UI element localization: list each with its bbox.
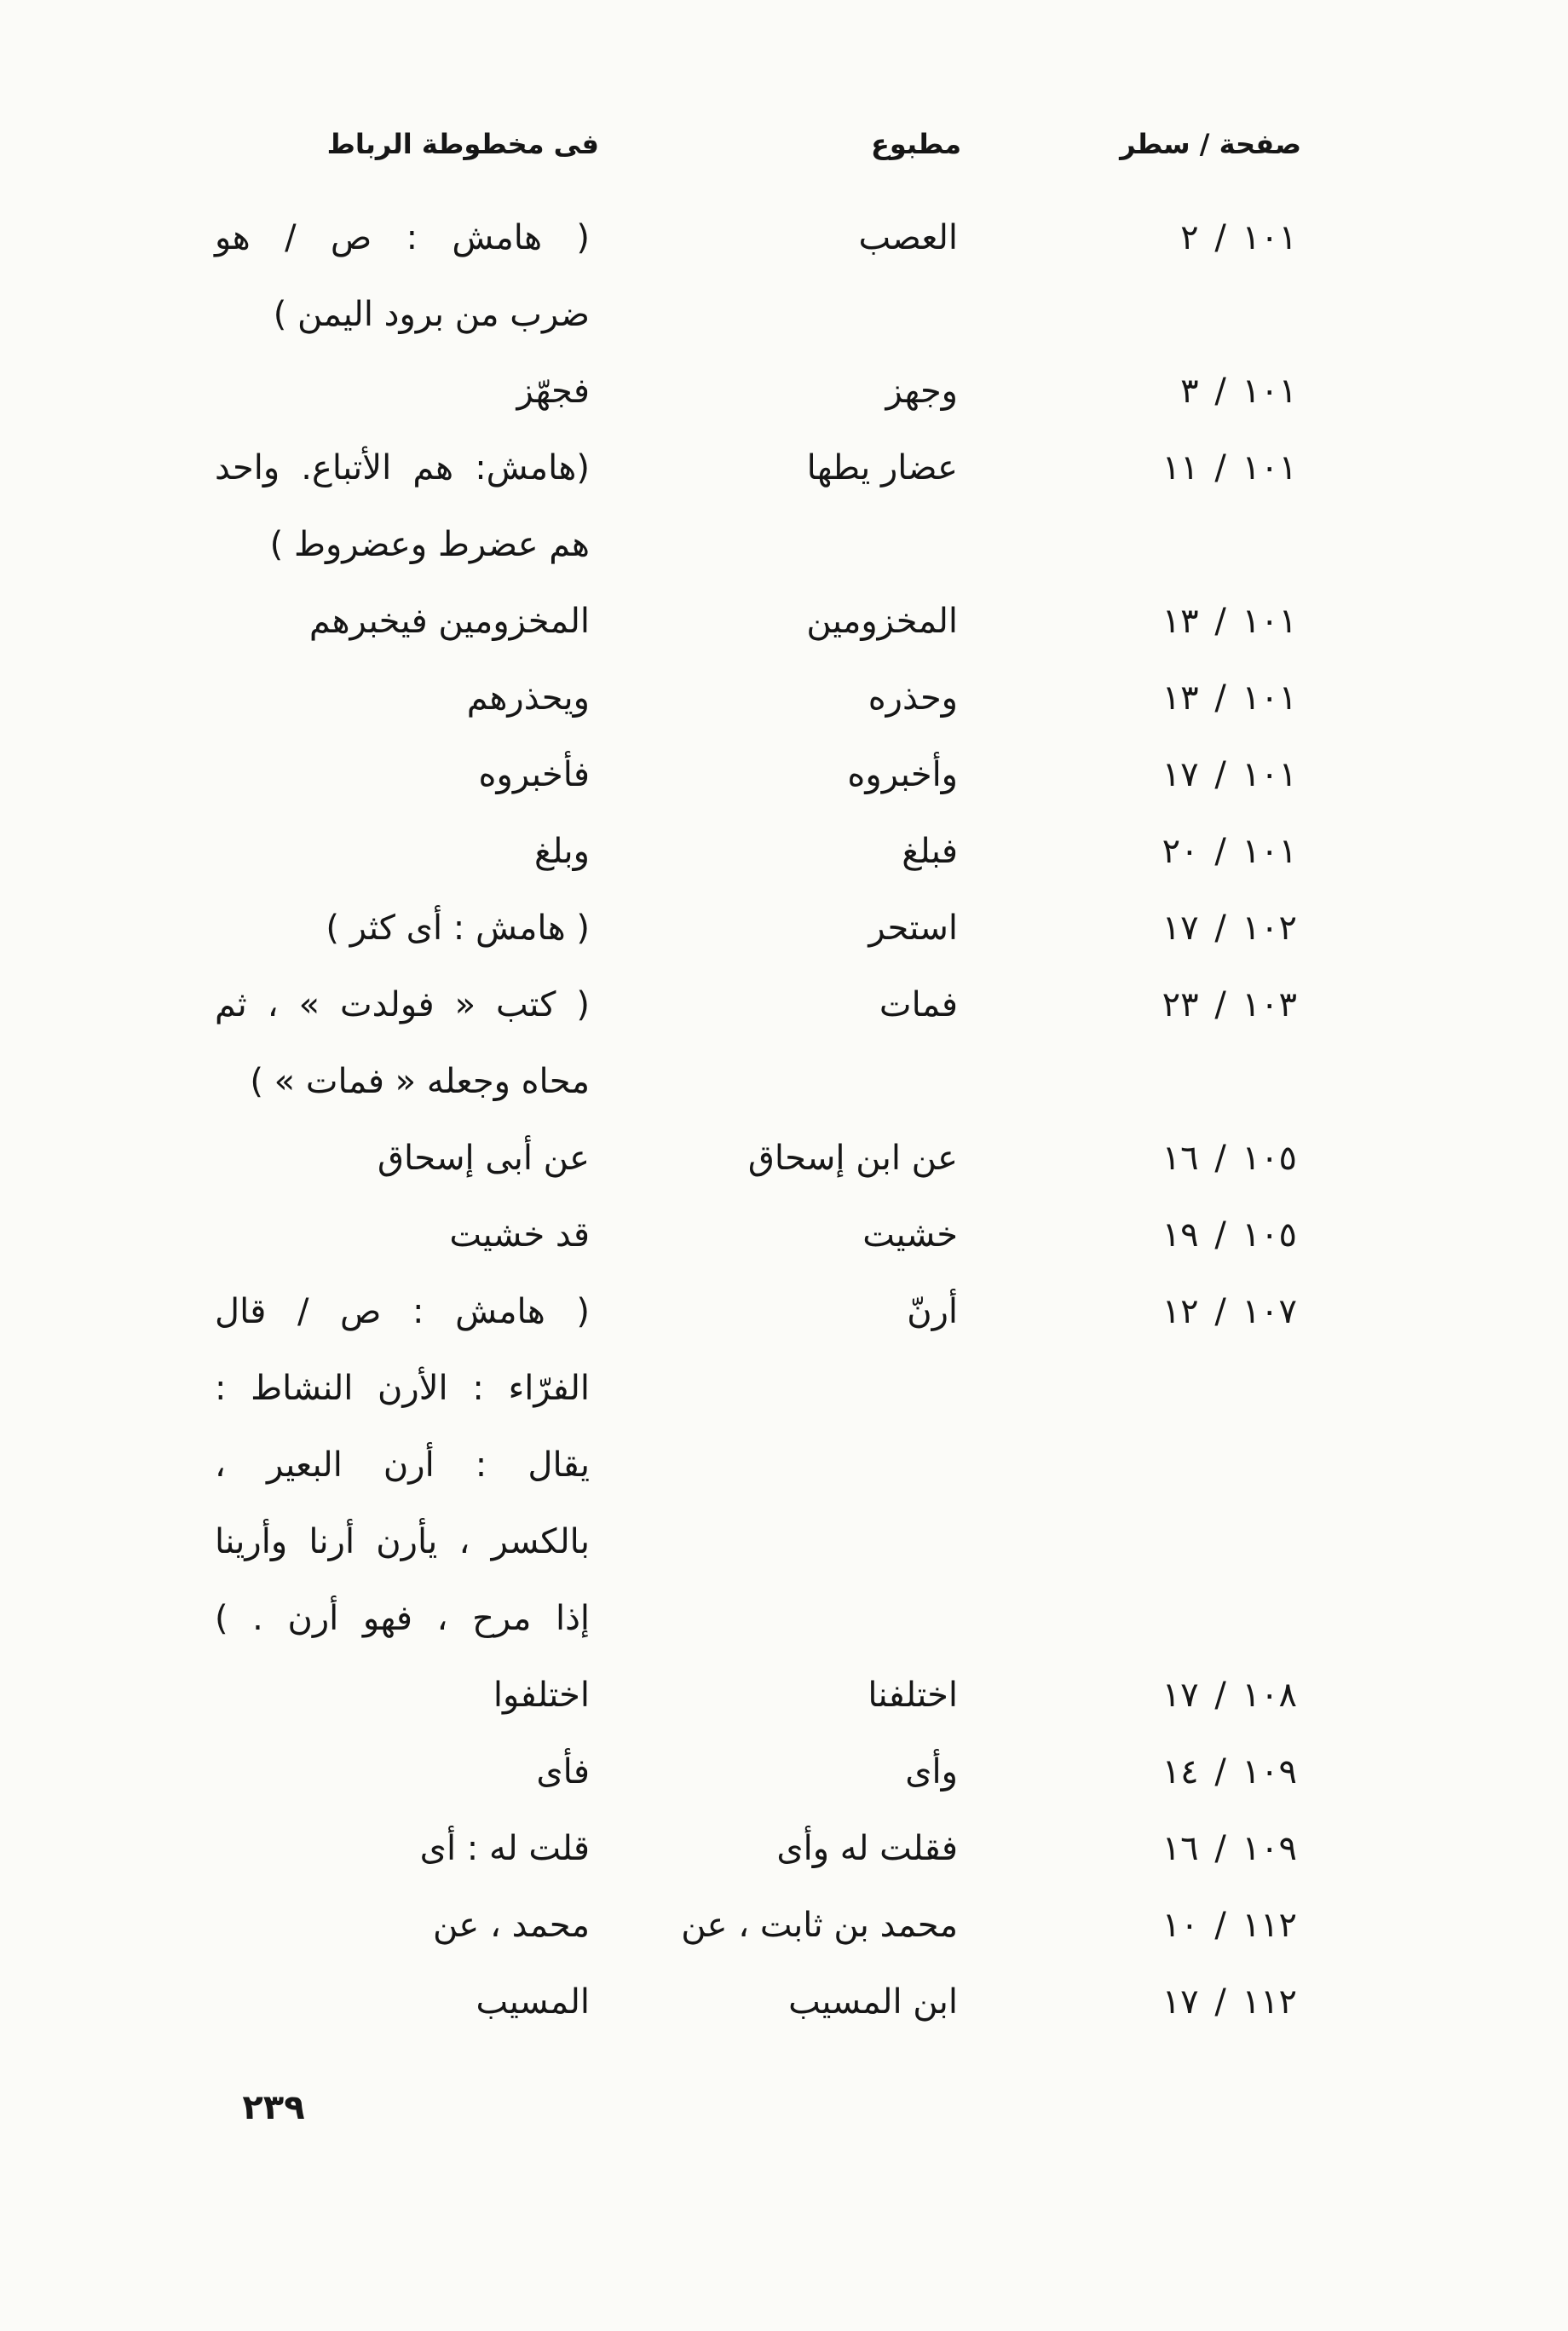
- printed-reading: عن ابن إسحاق: [747, 1139, 958, 1178]
- printed-reading: فقلت له وأى: [776, 1829, 958, 1868]
- entry-row: [0, 1810, 1568, 1887]
- manuscript-continuation-row: [0, 1580, 1568, 1657]
- entry-row: [0, 736, 1568, 813]
- manuscript-continuation-row: [0, 1427, 1568, 1503]
- manuscript-reading: فأخبروه: [478, 755, 590, 794]
- entry-row: [0, 1887, 1568, 1964]
- page-line-ref: ١٠١ / ١١: [1162, 448, 1297, 488]
- manuscript-reading: قلت له : أى: [419, 1829, 590, 1868]
- manuscript-continuation-row: [0, 276, 1568, 353]
- entry-row: [0, 353, 1568, 430]
- page-line-ref: ١١٢ / ١٧: [1162, 1982, 1297, 2022]
- printed-reading: اختلفنا: [868, 1676, 958, 1715]
- printed-reading: وجهز: [885, 372, 958, 411]
- entry-row: [0, 1273, 1568, 1350]
- manuscript-continuation-row: [0, 1350, 1568, 1427]
- page-line-ref: ١١٢ / ١٠: [1162, 1906, 1297, 1945]
- printed-reading: استحر: [868, 909, 958, 948]
- header-page-line: صفحة / سطر: [1120, 128, 1301, 160]
- entry-row: [0, 430, 1568, 506]
- page-line-ref: ١٠١ / ١٣: [1162, 678, 1297, 718]
- manuscript-reading-continued: ضرب من برود اليمن ): [273, 295, 590, 334]
- printed-reading: وحذره: [868, 678, 958, 718]
- printed-reading: فبلغ: [902, 832, 958, 871]
- manuscript-reading: ( هامش : ص / قال: [215, 1292, 590, 1331]
- page-line-ref: ١٠٣ / ٢٣: [1162, 985, 1297, 1024]
- manuscript-reading-continued: بالكسر ، يأرن أرنا وأرينا: [215, 1522, 590, 1561]
- entry-row: [0, 1964, 1568, 2040]
- printed-reading: فمات: [879, 985, 958, 1024]
- manuscript-reading-continued: إذا مرح ، فهو أرن . ): [215, 1599, 590, 1638]
- manuscript-reading: عن أبى إسحاق: [377, 1139, 590, 1178]
- page-line-ref: ١٠١ / ٢: [1180, 218, 1297, 257]
- header-rabat-manuscript: فى مخطوطة الرباط: [326, 128, 599, 160]
- page-line-ref: ١٠٥ / ١٩: [1162, 1215, 1297, 1255]
- manuscript-continuation-row: [0, 506, 1568, 583]
- page-line-ref: ١٠٧ / ١٢: [1162, 1292, 1297, 1331]
- manuscript-reading: ( هامش : ص / هو: [215, 218, 590, 257]
- printed-reading: المخزومين: [806, 602, 958, 641]
- manuscript-reading: ويحذرهم: [466, 678, 590, 718]
- printed-reading: ابن المسيب: [788, 1982, 958, 2022]
- printed-reading: العصب: [858, 218, 958, 257]
- page-line-ref: ١٠١ / ٢٠: [1162, 832, 1297, 871]
- page-line-ref: ١٠١ / ٣: [1180, 372, 1297, 411]
- manuscript-continuation-row: [0, 1043, 1568, 1120]
- page-line-ref: ١٠٥ / ١٦: [1162, 1139, 1297, 1178]
- entry-row: [0, 1657, 1568, 1734]
- manuscript-reading-continued: هم عضرط وعضروط ): [269, 525, 590, 564]
- manuscript-reading: المخزومين فيخبرهم: [308, 602, 590, 641]
- entry-row: [0, 1197, 1568, 1273]
- page-number: ٢٣٩: [242, 2088, 305, 2127]
- column-headers: [0, 106, 1568, 182]
- manuscript-reading: اختلفوا: [493, 1676, 590, 1715]
- entry-row: [0, 1734, 1568, 1810]
- manuscript-reading: المسيب: [476, 1982, 590, 2022]
- entry-row: [0, 583, 1568, 660]
- printed-reading: وأى: [905, 1752, 958, 1792]
- entry-row: [0, 813, 1568, 890]
- manuscript-reading-continued: محاه وجعله « فمات » ): [250, 1062, 590, 1101]
- manuscript-reading: وبلغ: [534, 832, 590, 871]
- entry-row: [0, 1120, 1568, 1197]
- manuscript-reading: (هامش: هم الأتباع. واحد: [215, 448, 590, 488]
- printed-reading: عضار يطها: [806, 448, 958, 488]
- entry-row: [0, 890, 1568, 966]
- page-line-ref: ١٠٢ / ١٧: [1162, 909, 1297, 948]
- printed-reading: وأخبروه: [847, 755, 958, 794]
- manuscript-reading: فجهّز: [516, 372, 590, 411]
- manuscript-reading-continued: يقال : أرن البعير ،: [215, 1445, 590, 1485]
- entry-row: [0, 966, 1568, 1043]
- page-line-ref: ١٠٩ / ١٦: [1162, 1829, 1297, 1868]
- manuscript-reading-continued: الفرّاء : الأرن النشاط :: [215, 1369, 590, 1408]
- printed-reading: أرنّ: [907, 1292, 958, 1331]
- variants-table: [0, 199, 1568, 2040]
- manuscript-reading: قد خشيت: [449, 1215, 590, 1255]
- manuscript-reading: ( كتب « فولدت » ، ثم: [215, 985, 590, 1024]
- printed-reading: محمد بن ثابت ، عن: [681, 1906, 958, 1945]
- header-printed-edition: مطبوع: [871, 128, 961, 160]
- manuscript-reading: محمد ، عن: [432, 1906, 590, 1945]
- page-line-ref: ١٠١ / ١٧: [1162, 755, 1297, 794]
- printed-reading: خشيت: [862, 1215, 958, 1255]
- page-line-ref: ١٠٨ / ١٧: [1162, 1676, 1297, 1715]
- entry-row: [0, 199, 1568, 276]
- page-line-ref: ١٠٩ / ١٤: [1162, 1752, 1297, 1792]
- manuscript-reading: فأى: [536, 1752, 590, 1792]
- entry-row: [0, 660, 1568, 736]
- manuscript-reading: ( هامش : أى كثر ): [326, 909, 590, 948]
- manuscript-continuation-row: [0, 1503, 1568, 1580]
- page-line-ref: ١٠١ / ١٣: [1162, 602, 1297, 641]
